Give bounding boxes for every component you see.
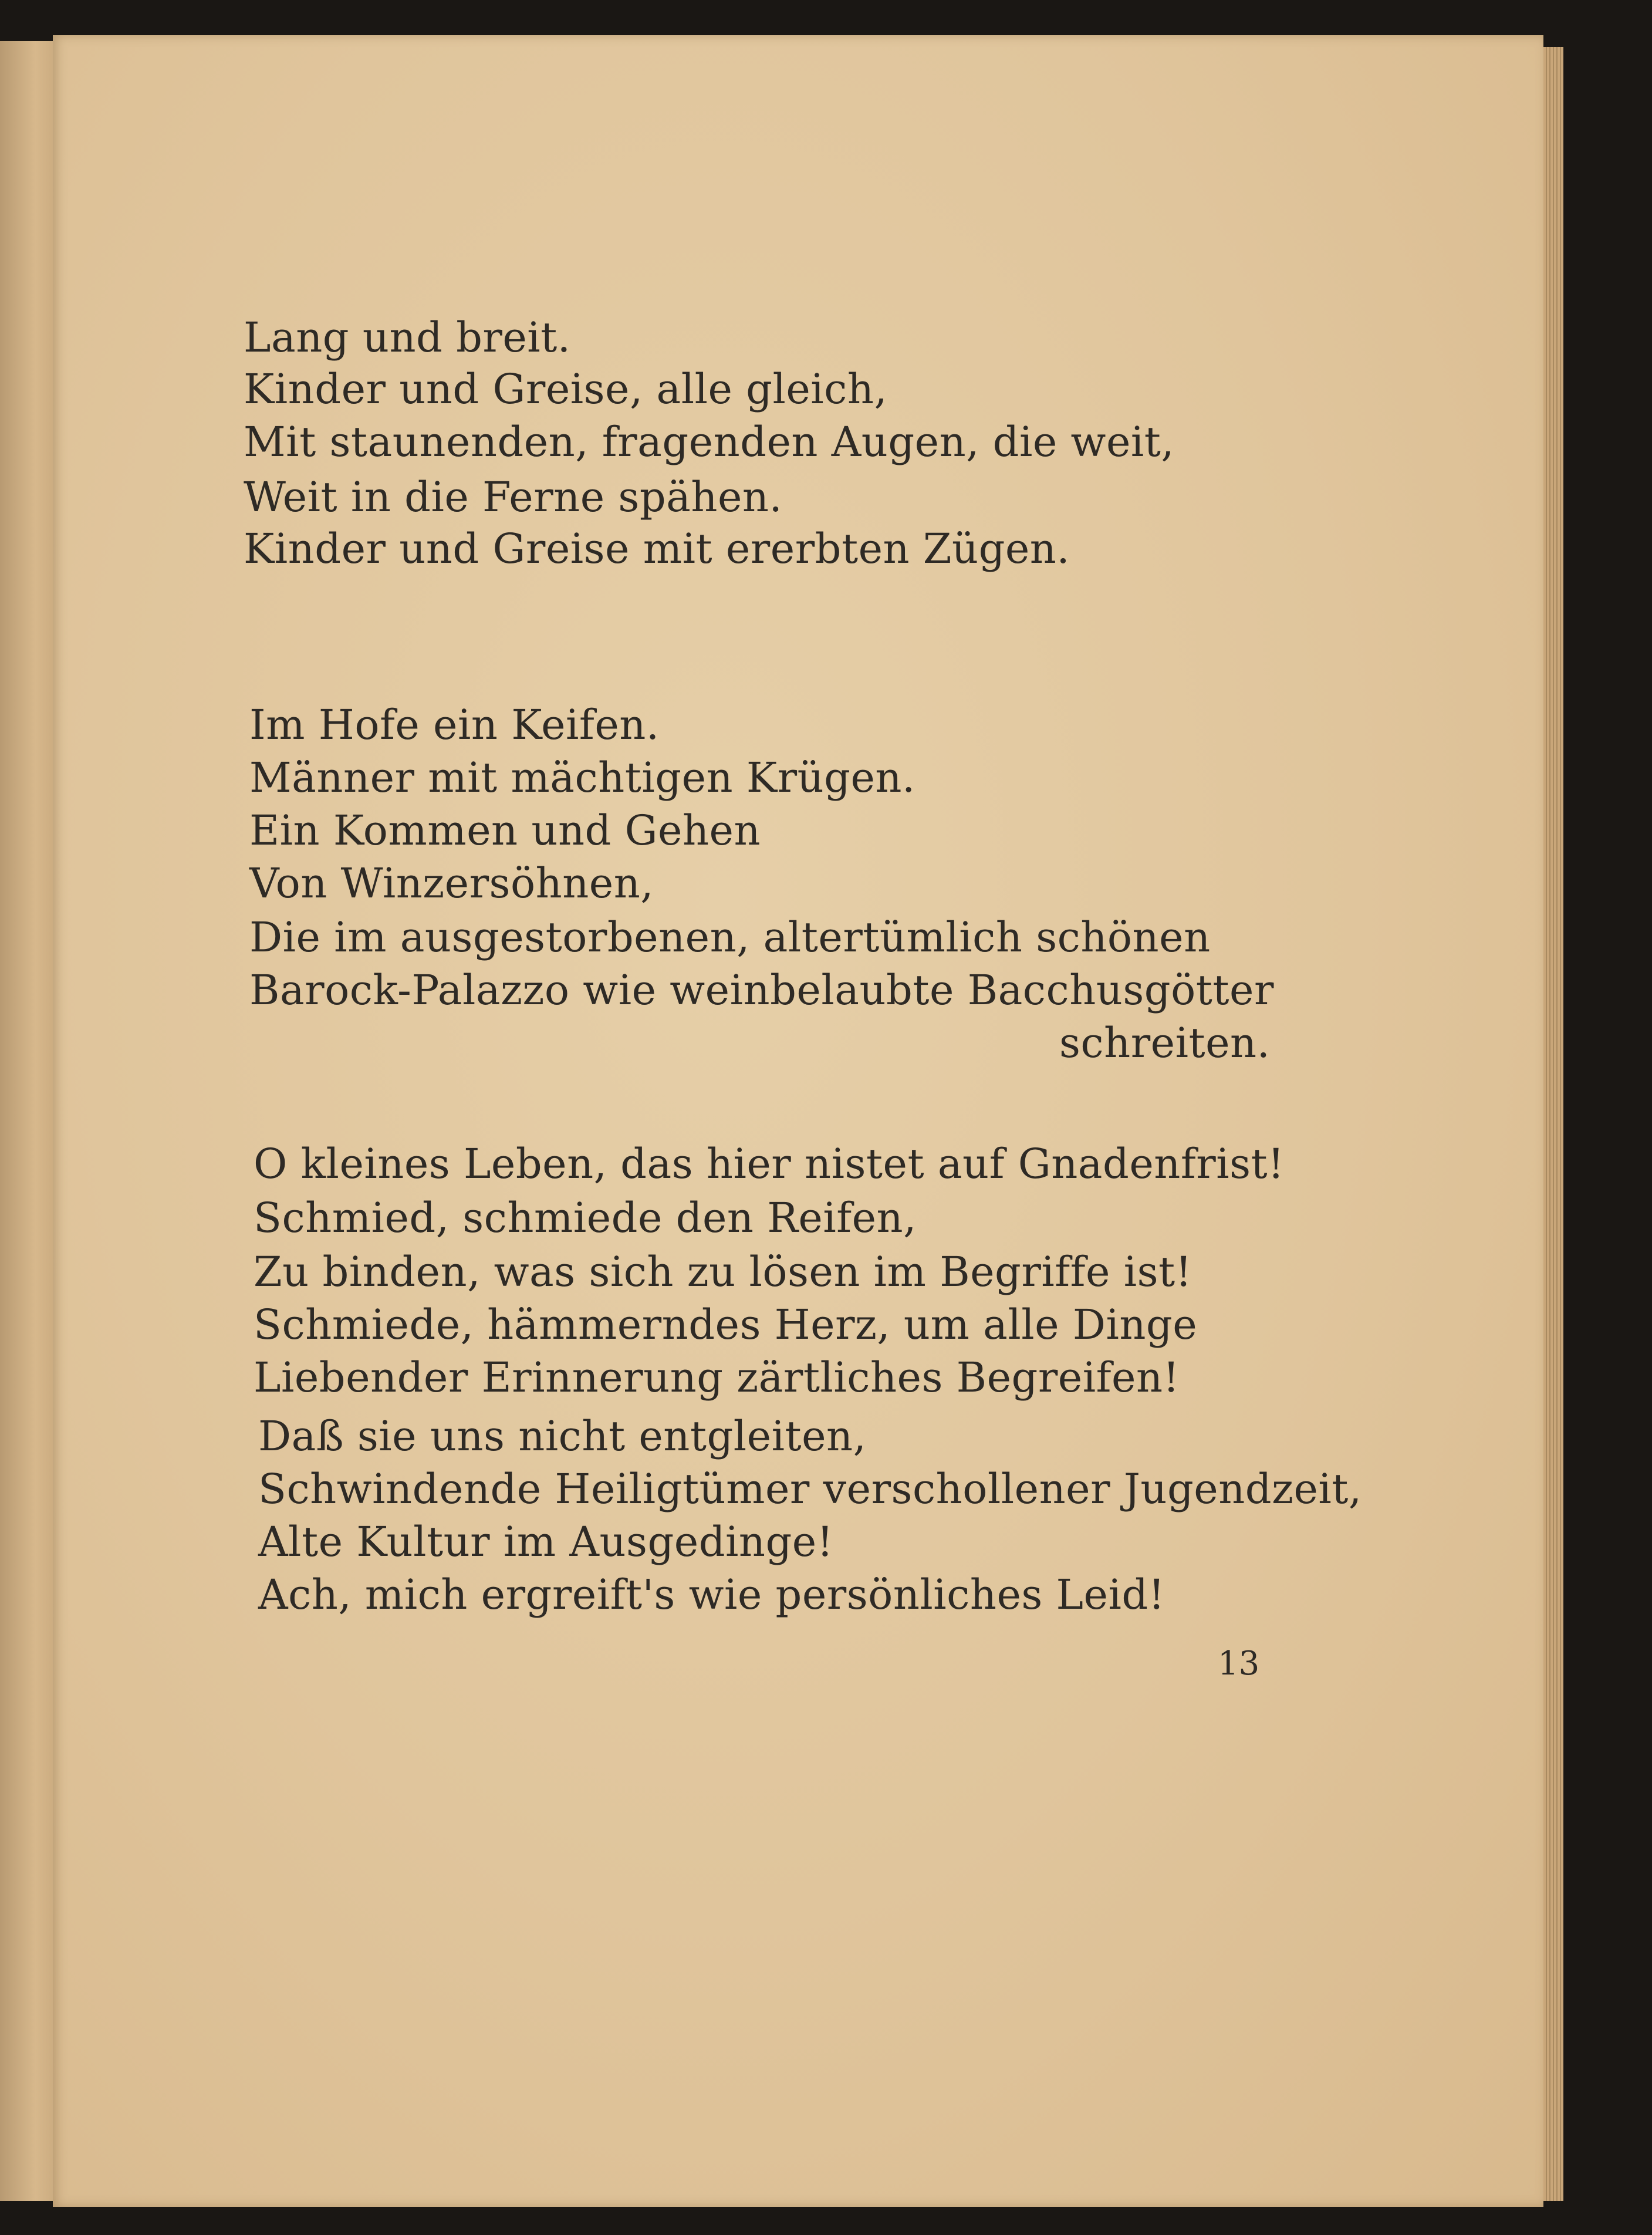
poem-line: Im Hofe ein Keifen. <box>249 701 660 749</box>
page-number: 13 <box>1218 1645 1260 1683</box>
poem-line: Zu binden, was sich zu lösen im Begriffe ist! <box>254 1248 1192 1296</box>
poem-line: Schmiede, hämmerndes Herz, um alle Dinge <box>254 1301 1198 1349</box>
poem-line: Alte Kultur im Ausgedinge! <box>258 1518 834 1566</box>
poem-line: Schwindende Heiligtümer verschollener Jugendzeit, <box>258 1465 1362 1513</box>
poem-line: Daß sie uns nicht entgleiten, <box>258 1412 867 1460</box>
poem-line: Ach, mich ergreift's wie persönliches Leid! <box>258 1571 1165 1619</box>
poem-line: Mit staunenden, fragenden Augen, die weit, <box>244 418 1175 466</box>
poem-line: Lang und breit. <box>244 313 571 362</box>
poem-line: Männer mit mächtigen Krügen. <box>249 754 915 802</box>
poem-line: Kinder und Greise mit ererbten Zügen. <box>244 525 1070 573</box>
poem-line: Von Winzersöhnen, <box>249 859 654 907</box>
poem-line: Ein Kommen und Gehen <box>249 806 761 855</box>
poem-line: Die im ausgestorbenen, altertümlich schönen <box>249 913 1211 961</box>
poem-line: O kleines Leben, das hier nistet auf Gnadenfrist! <box>254 1140 1285 1188</box>
poem-line: Weit in die Ferne spähen. <box>244 473 783 521</box>
poem-line: Barock-Palazzo wie weinbelaubte Bacchusgötter <box>249 966 1274 1014</box>
poem-line: Kinder und Greise, alle gleich, <box>244 365 888 413</box>
poem-line: Schmied, schmiede den Reifen, <box>254 1194 917 1242</box>
poem-line: Liebender Erinnerung zärtliches Begreifen! <box>254 1353 1180 1402</box>
poem-line: schreiten. <box>1059 1019 1271 1067</box>
